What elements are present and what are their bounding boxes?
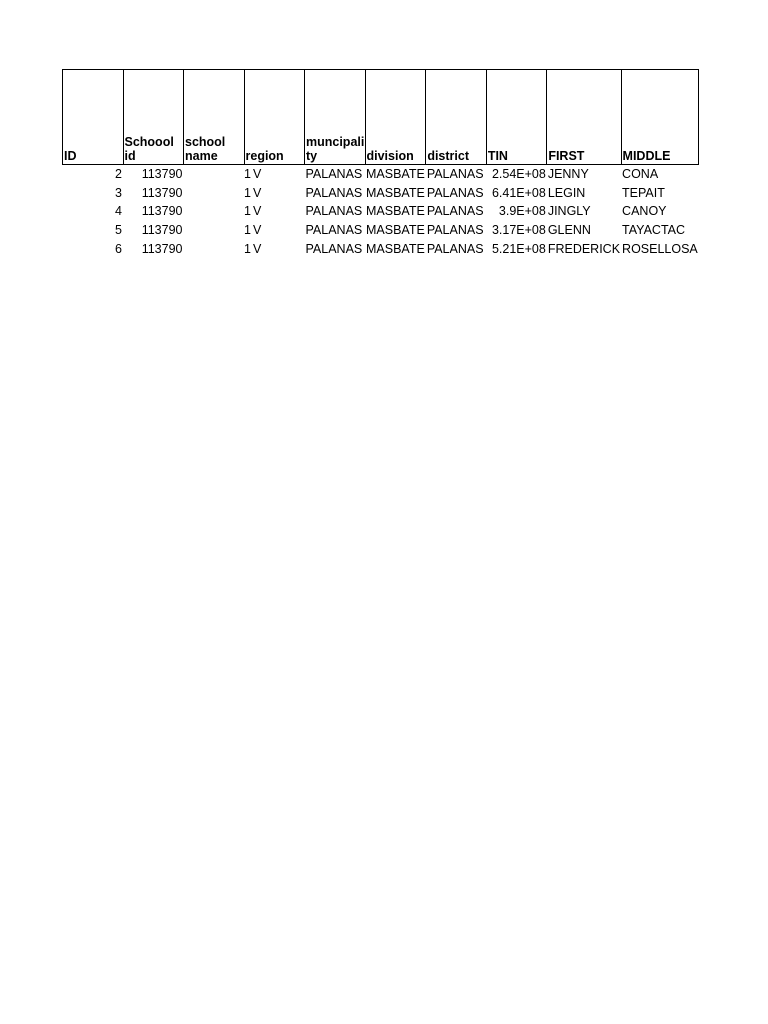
cell-id[interactable]: 3 (115, 185, 122, 200)
cell-first[interactable]: JENNY (547, 167, 589, 182)
header-label: division (366, 149, 414, 163)
cell-district[interactable]: PALANAS (426, 204, 484, 219)
cell-middle[interactable]: CANOY (622, 204, 667, 219)
cell-school-id[interactable]: 113790 (141, 185, 183, 200)
cell-middle[interactable]: TEPAIT (622, 185, 665, 200)
cell-first[interactable]: JINGLY (547, 204, 591, 219)
region-text: V (253, 204, 262, 219)
cell-school-id[interactable]: 113790 (141, 223, 183, 238)
cell-tin[interactable]: 6.41E+08 (491, 185, 546, 200)
cell-municipality[interactable]: PALANAS (305, 241, 363, 256)
cell-middle[interactable]: ROSELLOSA (622, 241, 698, 256)
header-label: TIN (487, 149, 508, 163)
header-label: FIRST (548, 149, 585, 163)
cell-tin[interactable]: 2.54E+08 (491, 167, 546, 182)
region-text: V (253, 185, 262, 200)
cell-school-id[interactable]: 113790 (141, 204, 183, 219)
cell-id[interactable]: 5 (115, 223, 122, 238)
cell-district[interactable]: PALANAS (426, 223, 484, 238)
region-number: 1 (244, 204, 251, 219)
table-row (63, 165, 699, 184)
cell-district[interactable]: PALANAS (426, 241, 484, 256)
region-number: 1 (244, 223, 251, 238)
region-text: V (253, 167, 262, 182)
header-id[interactable] (63, 70, 124, 165)
cell-region[interactable] (244, 165, 305, 184)
cell-school-name[interactable] (184, 184, 245, 203)
cell-division[interactable]: MASBATE (366, 204, 425, 219)
table-row (63, 239, 699, 258)
cell-first[interactable]: GLENN (547, 223, 591, 238)
cell-division[interactable]: MASBATE (366, 167, 425, 182)
header-label: ty (306, 149, 318, 163)
header-label: id (124, 149, 136, 163)
spreadsheet (62, 69, 699, 258)
cell-district[interactable]: PALANAS (426, 185, 484, 200)
cell-region[interactable] (244, 221, 305, 240)
header-district[interactable] (426, 70, 487, 165)
region-number: 1 (244, 167, 251, 182)
header-label: Schoool (124, 135, 174, 149)
header-division[interactable] (365, 70, 426, 165)
cell-municipality[interactable]: PALANAS (305, 167, 363, 182)
table-row (63, 184, 699, 203)
cell-middle[interactable]: TAYACTAC (622, 223, 686, 238)
cell-school-name[interactable] (184, 221, 245, 240)
cell-first[interactable]: FREDERICK (547, 241, 621, 256)
cell-division[interactable]: MASBATE (366, 241, 425, 256)
table-row (63, 221, 699, 240)
cell-tin[interactable]: 5.21E+08 (491, 241, 546, 256)
cell-id[interactable]: 6 (115, 241, 122, 256)
region-text: V (253, 241, 262, 256)
header-school-name[interactable] (184, 70, 245, 165)
cell-school-id[interactable]: 113790 (141, 241, 183, 256)
cell-middle[interactable]: CONA (622, 167, 659, 182)
cell-tin[interactable]: 3.17E+08 (491, 223, 546, 238)
cell-region[interactable] (244, 202, 305, 221)
cell-division[interactable]: MASBATE (366, 185, 425, 200)
cell-school-name[interactable] (184, 202, 245, 221)
header-label: MIDDLE (622, 149, 671, 163)
cell-id[interactable]: 4 (115, 204, 122, 219)
region-number: 1 (244, 241, 251, 256)
header-first[interactable] (547, 70, 621, 165)
cell-id[interactable]: 2 (115, 167, 122, 182)
header-label: ID (64, 149, 77, 163)
header-label: district (427, 149, 469, 163)
cell-municipality[interactable]: PALANAS (305, 204, 363, 219)
region-text: V (253, 223, 262, 238)
header-middle[interactable] (621, 70, 699, 165)
cell-division[interactable]: MASBATE (366, 223, 425, 238)
cell-region[interactable] (244, 239, 305, 258)
header-label: name (185, 149, 218, 163)
cell-school-name[interactable] (184, 165, 245, 184)
cell-first[interactable]: LEGIN (547, 185, 586, 200)
header-label: muncipali (306, 135, 365, 149)
cell-district[interactable]: PALANAS (426, 167, 484, 182)
cell-tin[interactable]: 3.9E+08 (498, 204, 546, 219)
cell-municipality[interactable]: PALANAS (305, 185, 363, 200)
cell-municipality[interactable]: PALANAS (305, 223, 363, 238)
header-region[interactable] (244, 70, 305, 165)
table-row (63, 202, 699, 221)
header-municipality[interactable] (305, 70, 366, 165)
header-row (63, 70, 699, 165)
header-tin[interactable] (486, 70, 547, 165)
header-school-id[interactable] (123, 70, 184, 165)
cell-school-name[interactable] (184, 239, 245, 258)
header-label: school (185, 135, 226, 149)
cell-school-id[interactable]: 113790 (141, 167, 183, 182)
data-table (62, 69, 699, 258)
region-number: 1 (244, 185, 251, 200)
header-label: region (245, 149, 284, 163)
cell-region[interactable] (244, 184, 305, 203)
